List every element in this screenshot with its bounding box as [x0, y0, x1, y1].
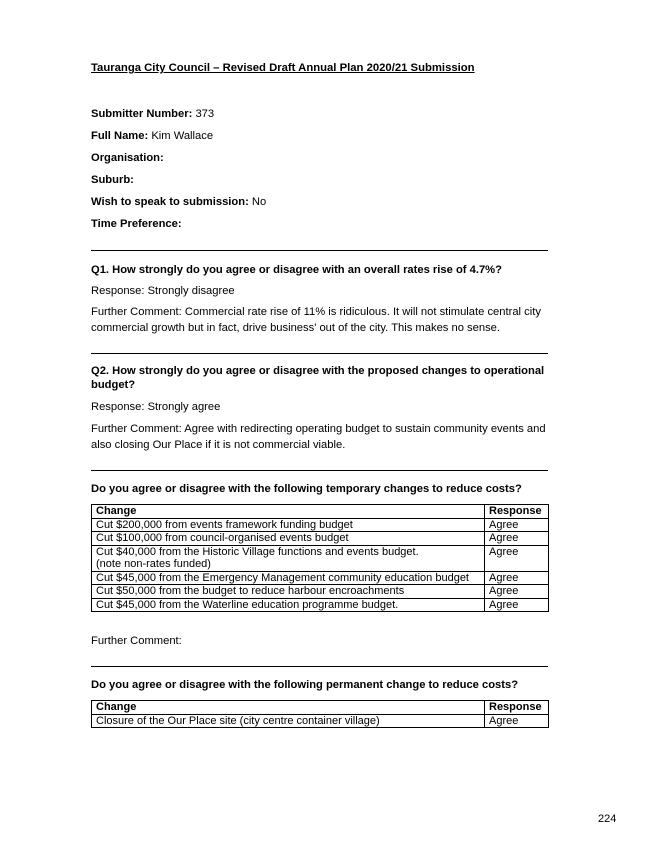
- suburb-label: Suburb:: [91, 174, 134, 186]
- table-header-row: [92, 701, 549, 715]
- permanent-change-table: [91, 700, 549, 728]
- temporary-question: Do you agree or disagree with the following temporary changes to reduce costs?: [91, 483, 522, 495]
- change-cell: Closure of the Our Place site (city centre container village): [92, 714, 485, 728]
- change-cell: Cut $100,000 from council-organised events budget: [92, 532, 485, 546]
- full-name-label: Full Name:: [91, 130, 149, 142]
- header-response: Response: [485, 505, 549, 519]
- organisation: [91, 152, 164, 164]
- submitter-number-value: 373: [195, 108, 215, 120]
- submitter-number-label: Submitter Number:: [91, 108, 193, 120]
- wish-to-speak: [91, 196, 266, 208]
- q1-response: Response: Strongly disagree: [91, 285, 235, 297]
- change-cell: Cut $50,000 from the budget to reduce harbour encroachments: [92, 585, 485, 599]
- suburb: [91, 174, 134, 186]
- table-row: [92, 518, 549, 532]
- submitter-number: [91, 108, 214, 120]
- q2-response: Response: Strongly agree: [91, 401, 221, 413]
- table-row: [92, 714, 549, 728]
- table-row: [92, 532, 549, 546]
- change-note: (note non-rates funded): [96, 558, 211, 570]
- document-title: Tauranga City Council – Revised Draft Annual Plan 2020/21 Submission: [91, 62, 475, 74]
- q2-question: Q2. How strongly do you agree or disagree with the proposed changes to operational budget?: [91, 365, 545, 391]
- q2-comment: Further Comment: Agree with redirecting operating budget to sustain community events and also closing Our Place if it is not commercial viable.: [91, 423, 546, 451]
- wish-to-speak-value: No: [251, 196, 267, 208]
- table-row: [92, 585, 549, 599]
- table-header-row: [92, 505, 549, 519]
- divider-4: [91, 666, 548, 667]
- temporary-further-comment: Further Comment:: [91, 635, 182, 647]
- change-cell: Cut $45,000 from the Waterline education programme budget.: [92, 598, 485, 612]
- change-cell: [92, 545, 485, 571]
- temporary-changes-table: [91, 504, 549, 612]
- response-cell: Agree: [485, 585, 549, 599]
- change-cell: Cut $200,000 from events framework funding budget: [92, 518, 485, 532]
- q1-comment: Further Comment: Commercial rate rise of 11% is ridiculous. It will not stimulate central city commercial growth but in fact, drive business' out of the city. This makes no sense.: [91, 306, 541, 334]
- divider-2: [91, 353, 548, 354]
- response-cell: Agree: [485, 545, 549, 571]
- header-change: Change: [92, 505, 485, 519]
- response-cell: Agree: [485, 714, 549, 728]
- header-response: Response: [485, 701, 549, 715]
- full-name: [91, 130, 213, 142]
- q1-question: Q1. How strongly do you agree or disagree with an overall rates rise of 4.7%?: [91, 264, 502, 276]
- page-number: 224: [598, 813, 617, 825]
- time-preference-label: Time Preference:: [91, 218, 182, 230]
- response-cell: Agree: [485, 532, 549, 546]
- permanent-question: Do you agree or disagree with the following permanent change to reduce costs?: [91, 679, 519, 691]
- change-text: Cut $40,000 from the Historic Village functions and events budget.: [96, 545, 419, 558]
- divider-1: [91, 250, 548, 251]
- response-cell: Agree: [485, 518, 549, 532]
- table-row: [92, 598, 549, 612]
- wish-to-speak-label: Wish to speak to submission:: [91, 196, 249, 208]
- header-change: Change: [92, 701, 485, 715]
- full-name-value: Kim Wallace: [151, 130, 214, 142]
- organisation-label: Organisation:: [91, 152, 164, 164]
- change-cell: Cut $45,000 from the Emergency Management community education budget: [92, 571, 485, 585]
- table-row: [92, 571, 549, 585]
- divider-3: [91, 470, 548, 471]
- table-row: [92, 545, 549, 571]
- response-cell: Agree: [485, 598, 549, 612]
- response-cell: Agree: [485, 571, 549, 585]
- time-preference: [91, 218, 182, 230]
